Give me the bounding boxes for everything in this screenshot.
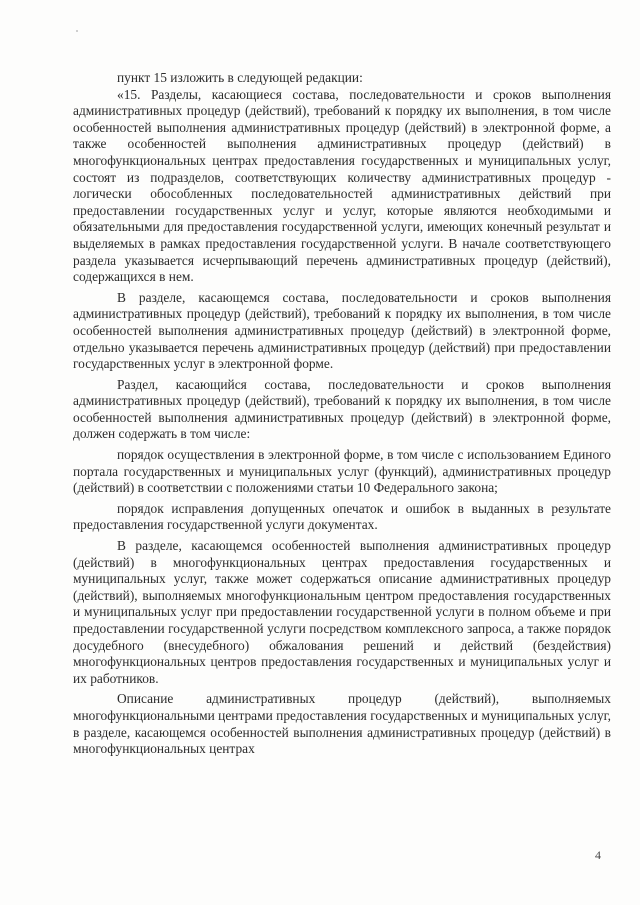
paragraph-error-correction: порядок исправления допущенных опечаток и ошибок в выданных в результате предоставления государственной услуги документах. xyxy=(73,500,611,533)
paragraph-mfc-description: Описание административных процедур (действий), выполняемых многофункциональными центрами предоставления государственных и муниципальных услуг, в разделе, касающемся особенностей выполнения административных процедур (действий) в многофункциональных центрах xyxy=(73,691,611,757)
document-body xyxy=(73,70,611,762)
page-number: 4 xyxy=(595,848,601,862)
paragraph-mfc-section: В разделе, касающемся особенностей выполнения административных процедур (действий) в многофункциональных центрах предоставления государственных и муниципальных услуг, также может содержаться описание административных процедур (действий), выполняемых многофункциональным центром предоставления государственных и муниципальных услуг при предоставлении государственной услуги в полном объеме и при предоставлении государственной услуги посредством комплексного запроса, а также порядок досудебного (внесудебного) обжалования решений и действий (бездействия) многофункциональных центров предоставления государственных и муниципальных услуг и их работников. xyxy=(73,538,611,686)
paragraph-electronic-form: В разделе, касающемся состава, последовательности и сроков выполнения административных процедур (действий), требований к порядку их выполнения, в том числе особенностей выполнения административных процедур (действий) в электронной форме, отдельно указывается перечень административных процедур (действий) при предоставлении государственных услуг в электронной форме. xyxy=(73,289,611,372)
paragraph-intro: пункт 15 изложить в следующей редакции: xyxy=(117,70,363,85)
paragraph-electronic-procedure: порядок осуществления в электронной форме, в том числе с использованием Единого портала государственных и муниципальных услуг (функций), административных процедур (действий) в соответствии с положениями статьи 10 Федерального закона; xyxy=(73,447,611,496)
scan-speck xyxy=(76,30,78,32)
paragraph-section-contents: Раздел, касающийся состава, последовательности и сроков выполнения административных процедур (действий), требований к порядку их выполнения, в том числе особенностей выполнения административных процедур (действий) в электронной форме, должен содержать в том числе: xyxy=(73,376,611,442)
paragraph-section-15: «15. Разделы, касающиеся состава, последовательности и сроков выполнения административных процедур (действий), требований к порядку их выполнения, в том числе особенностей выполнения административных процедур (действий) в электронной форме, а также особенностей выполнения административных процедур (действий) в многофункциональных центрах предоставления государственных и муниципальных услуг, состоят из подразделов, соответствующих количеству административных процедур - логически обособленных последовательностей административных действий при предоставлении государственных услуг и услуг, которые являются необходимыми и обязательными для предоставления государственной услуги, имеющих конечный результат и выделяемых в рамках предоставления государственной услуги. В начале соответствующего раздела указывается исчерпывающий перечень административных процедур (действий), содержащихся в нем. xyxy=(73,86,611,285)
